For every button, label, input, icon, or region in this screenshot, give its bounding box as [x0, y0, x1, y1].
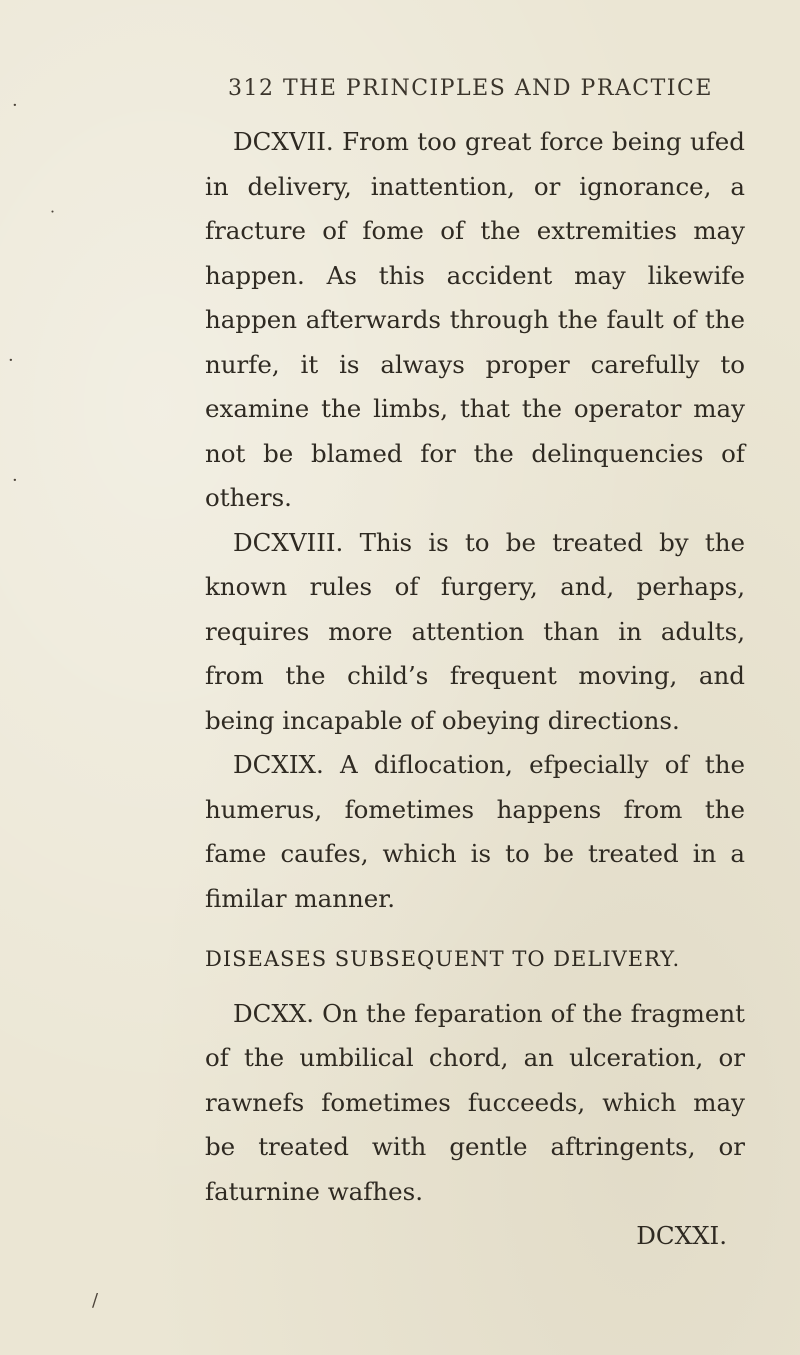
margin-speck: ˙ [48, 208, 57, 229]
running-head: 312 THE PRINCIPLES AND PRACTICE [228, 76, 713, 101]
body-text [205, 120, 745, 1259]
catchword: DCXXI. [636, 1221, 727, 1250]
paragraph-dcxx: DCXX. On the feparation of the fragment of the umbilical chord, an ulceration, or rawnefs fometimes fucceeds, which may be treated with gentle aftringents, or faturnine wafhes. [205, 998, 745, 1206]
paragraph-dcxvii: DCXVII. From too great force being ufed in delivery, inattention, or ignorance, a fracture of fome of the extremities may happen. As this accident may likewife happen afterwards through the fault of the nurfe, it is always proper carefully to examine the limbs, that the operator may not be blamed for the delinquencies of others. [205, 127, 745, 512]
paragraph-dcxviii: DCXVIII. This is to be treated by the known rules of furgery, and, perhaps, requires more attention than in adults, from the child’s frequent moving, and being incapable of obeying directions. [205, 527, 745, 735]
margin-speck: / [92, 1290, 99, 1311]
margin-speck: · [12, 470, 18, 491]
margin-speck: · [8, 350, 14, 371]
margin-speck: · [12, 95, 18, 116]
paragraph-dcxix: DCXIX. A diflocation, efpecially of the humerus, fometimes happens from the fame caufes, which is to be treated in a fimilar manner. [205, 750, 745, 913]
section-heading: DISEASES SUBSEQUENT TO DELIVERY. [205, 947, 681, 971]
